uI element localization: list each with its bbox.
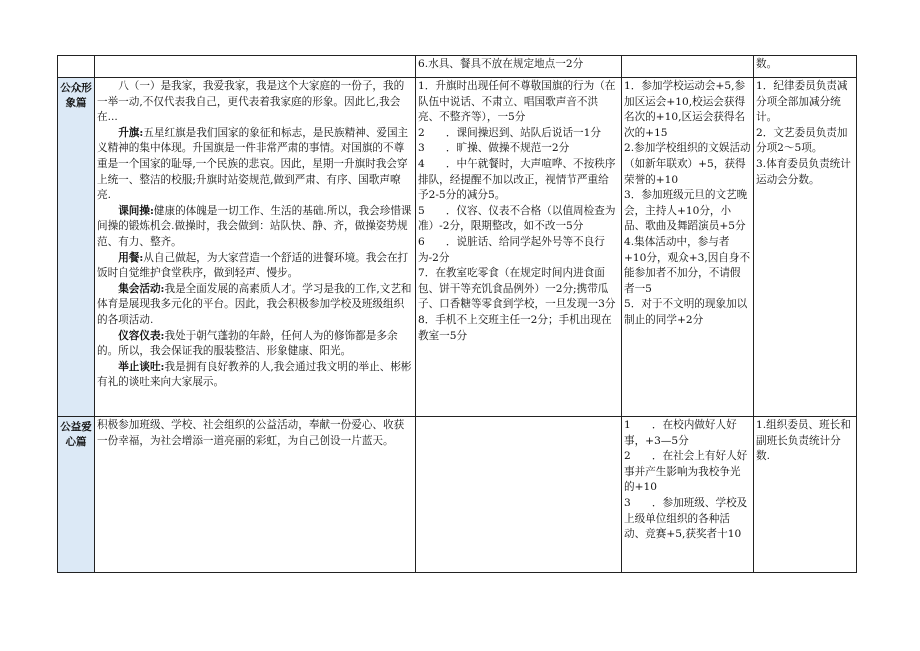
tally-cell (754, 78, 857, 417)
bonus-item: 2.参加学校组织的文娱活动（如新年联欢）+5，获得荣誉的+10 (624, 142, 751, 186)
table-row-public-image (58, 78, 857, 417)
tally-item: 3.体育委员负责统计运动会分数。 (756, 157, 851, 186)
desc-cell-empty (95, 56, 416, 78)
deduction-item: 3 ．旷操、做操不规范一2分 (418, 142, 570, 155)
section-label: 课间操: (118, 204, 154, 217)
description-cell (95, 78, 416, 417)
bonus-item: 1．参加学校运动会+5,参加区运会+10,校运会获得名次的+10,区运会获得名次的+15 (624, 80, 746, 139)
section-text: 我是全面发展的高素质人才。学习是我的工作,文艺和体育是展现我多元化的平台。因此，我会积极参加学校及班级组织的各项活动. (97, 282, 412, 326)
bonus-cell (622, 78, 754, 417)
tally-item: 2．文艺委员负责加分项2～5项。 (756, 126, 848, 155)
deduction-item: 6.水具、餐具不放在规定地点一2分 (418, 58, 584, 70)
section-text: 我处于朝气蓬勃的年龄，任何人为的修饰都是多余的。所以，我会保证我的服装整洁、形象健康、阳光。 (97, 329, 398, 358)
table-row-charity (58, 417, 857, 573)
section-label: 举止谈吐: (118, 360, 165, 373)
tally-item: 1.组织委员、班长和副班长负责统计分数. (756, 419, 851, 463)
deduction-cell (416, 78, 622, 417)
tally-cell (754, 417, 857, 573)
deduction-cell (416, 56, 622, 78)
category-cell (58, 78, 95, 417)
cat-cell-empty (58, 56, 95, 78)
description-paragraph (97, 251, 413, 282)
tally-item: 1．纪律委员负责减分项全部加减分统计。 (756, 80, 848, 124)
description-paragraph (97, 418, 413, 449)
section-label: 集会活动: (118, 282, 165, 295)
table-row-top (58, 56, 857, 78)
bonus-item: 5．对于不文明的现象加以制止的同学+2分 (624, 298, 748, 326)
description-paragraph (97, 282, 413, 329)
category-label: 公益爱心篇 (60, 421, 92, 448)
section-text: 健康的体魄是一切工作、生活的基础.所以，我会珍惜课间操的锻炼机会.做操时，我会做到：站队快、静、齐，做操姿势规范、有力、整齐。 (97, 204, 412, 248)
section-text: 八（一）是我家，我爱我家，我是这个大家庭的一份子，我的一举一动,不仅代表我自己，更代表着我家庭的形象。因此匕,我会在... (97, 80, 405, 124)
deduction-item: 7．在教室吃零食（在规定时间内进食面包、饼干等充饥食品例外）一2分;携带瓜子、口香糖等零食到学校，一旦发现一3分 (418, 267, 616, 311)
deduction-cell (416, 417, 622, 573)
bonus-cell-empty (622, 56, 754, 78)
description-paragraph (97, 204, 413, 251)
deduction-item: 8．手机不上交班主任一2分；手机出现在教室一5分 (418, 313, 612, 342)
tally-cell (754, 56, 857, 78)
bonus-item: 4.集体活动中，参与者+10分，观众+3,因自身不能参加者不加分，不请假者一5 (624, 235, 751, 295)
behavior-rules-table (57, 55, 857, 573)
bonus-item: 2 ．在社会上有好人好事并产生影响为我校争光的+10 (624, 450, 748, 494)
deduction-item: 6 ．说脏话、给同学起外号等不良行为-2分 (418, 235, 605, 264)
section-label: 升旗: (118, 126, 144, 139)
section-text: 积极参加班级、学校、社会组织的公益活动，奉献一份爱心、收获一份幸福，为社会增添一道亮丽的彩虹，为自己创设一片蓝天。 (97, 419, 405, 447)
section-label: 用餐: (118, 251, 144, 264)
tally-item: 数。 (756, 58, 778, 70)
description-paragraph (97, 360, 413, 391)
deduction-item: 4 ．中午就餐时，大声喧哗、不按秩序排队，经提醒不加以改正，视情节严重给予2-5分的减分5。 (418, 157, 616, 202)
bonus-item: 1 ．在校内做好人好事，+3—5分 (624, 419, 737, 447)
bonus-item: 3 ．参加班级、学校及上级单位组织的各种活动、竞赛+5,获奖者十10 (624, 496, 748, 541)
description-paragraph (97, 126, 413, 204)
bonus-item: 3．参加班级元旦的文艺晚会，主持人+10分，小品、歌曲及舞蹈演员+5分 (624, 189, 748, 233)
section-text: 我是拥有良好教养的人,我会通过我文明的举止、彬彬有礼的谈吐来向大家展示。 (97, 360, 412, 389)
deduction-item: 5 ．仪容、仪表不合格（以值周检查为准）-2分，限期整改，如不改一5分 (418, 204, 616, 233)
description-cell (95, 417, 416, 573)
description-paragraph (97, 329, 413, 360)
bonus-cell (622, 417, 754, 573)
description-paragraph (97, 79, 413, 126)
section-text: 从自己做起，为大家营造一个舒适的进餐环境。我会在打饭时自觉维护食堂秩序，做到轻声、慢步。 (97, 251, 409, 280)
deduction-item: 1．升旗时出现任何不尊敬国旗的行为（在队伍中说话、不肃立、唱国歌声音不洪亮、不整齐等），一5分 (418, 80, 616, 124)
section-text: 五星红旗是我们国家的象征和标志，是民族精神、爱国主义精神的集中体现。升国旗是一件非常严肃的事情。对国旗的不尊重是一个国家的耻辱,一个民族的悲哀。因此，星期一升旗时我会穿上统一、整洁的校服;升旗时站姿规范,做到严肃、有序、国歌声嘹亮. (97, 126, 409, 202)
section-label: 仪容仪表: (118, 329, 165, 342)
category-label: 公众形象篇 (60, 82, 92, 109)
deduction-item: 2 ．课间操迟到、站队后说话一1分 (418, 126, 601, 139)
category-cell (58, 417, 95, 573)
